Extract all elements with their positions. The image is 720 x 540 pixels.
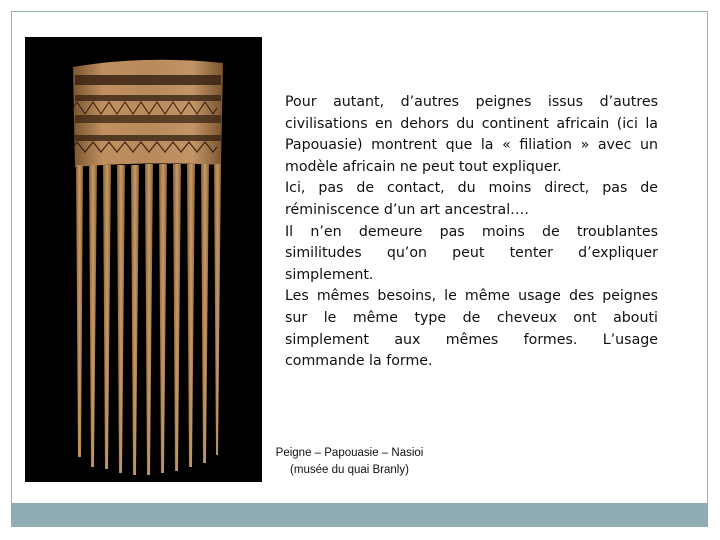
caption-line-2: (musée du quai Branly) <box>290 464 409 476</box>
body-text <box>285 92 658 373</box>
footer-bar <box>11 503 708 527</box>
comb-teeth <box>76 164 221 475</box>
comb-image <box>25 37 262 482</box>
paragraph-3: Il n’en demeure pas moins de troublantes similitudes qu’on peut tenter d’expliquer simplement. <box>285 223 658 283</box>
comb-band-3 <box>75 115 221 123</box>
paragraph-4: Les mêmes besoins, le même usage des peignes sur le même type de cheveux ont abouti simplement aux mêmes formes. L’usage commande la forme. <box>285 288 658 370</box>
comb-band-2 <box>75 95 221 101</box>
caption-line-1: Peigne – Papouasie – Nasioi <box>275 447 424 459</box>
photo-caption <box>267 445 432 479</box>
comb-band-4 <box>75 135 221 141</box>
paragraph-2: Ici, pas de contact, du moins direct, pas de réminiscence d’un art ancestral…. <box>285 180 658 218</box>
comb-band-1 <box>75 75 221 85</box>
paragraph-1: Pour autant, d’autres peignes issus d’autres civilisations en dehors du continent africain (ici la Papouasie) montrent que la « filiation » avec un modèle africain ne peut tout expliquer. <box>285 94 658 175</box>
comb-photo <box>25 37 262 482</box>
